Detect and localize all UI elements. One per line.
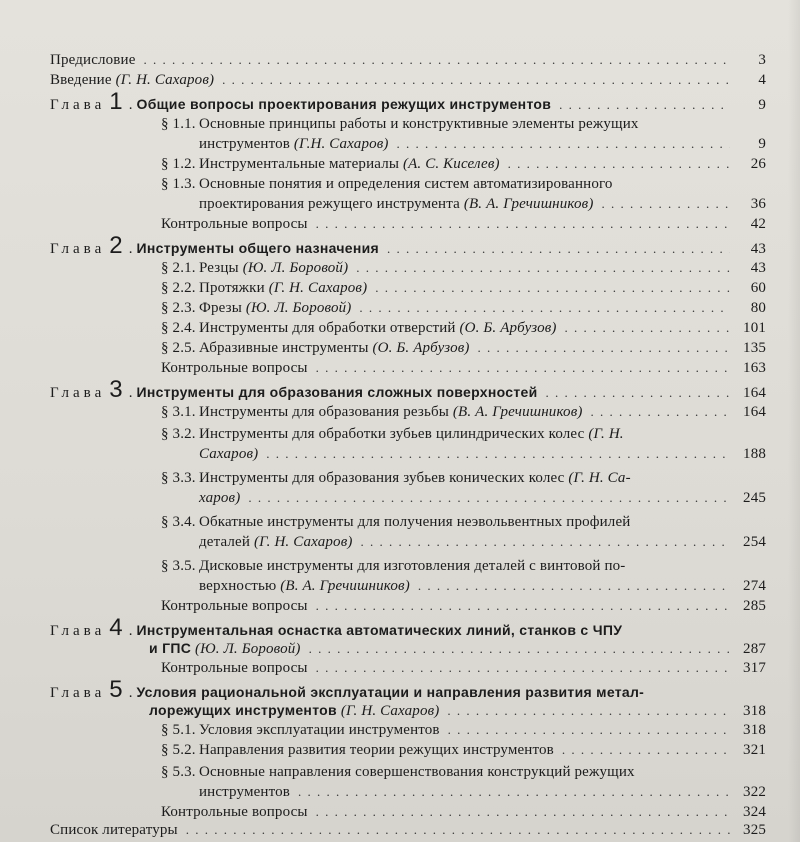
entry-author: (О. Б. Арбузов)	[372, 340, 470, 356]
toc-chapter-5[interactable]: Глава 5 . Условия рациональной эксплуатации и направления развития метал-	[50, 676, 645, 703]
leader-dots	[316, 802, 730, 822]
toc-chapter-4[interactable]: Глава 4 . Инструментальная оснастка автоматических линий, станков с ЧПУ	[50, 614, 623, 641]
section-number: § 1.2.	[161, 156, 196, 172]
toc-section-2-5[interactable]	[161, 338, 766, 358]
entry-title: Обкатные инструменты для получения неэвольвентных профилей	[199, 514, 631, 530]
page-number: 9	[758, 97, 766, 113]
section-number: § 3.1.	[161, 404, 196, 420]
leader-dots	[565, 318, 730, 338]
entry-author: (В. А. Гречишников)	[280, 578, 410, 594]
leader-dots	[448, 720, 730, 740]
leader-dots	[248, 488, 730, 508]
entry-author: (Г. Н. Сахаров)	[340, 703, 440, 719]
entry-author: (А. С. Киселев)	[402, 156, 500, 172]
entry-author: (Ю. Л. Боровой)	[195, 641, 301, 657]
page-number: 3	[758, 52, 766, 68]
page-number: 188	[743, 446, 766, 462]
page-number: 317	[743, 660, 766, 676]
chapter-number: 2	[109, 232, 123, 259]
leader-dots	[447, 701, 730, 721]
page-number: 4	[758, 72, 766, 88]
entry-author: (В. А. Гречишников)	[452, 404, 583, 420]
toc-section-3-5-cont[interactable]	[161, 576, 766, 596]
page-number: 26	[750, 156, 766, 172]
leader-dots	[387, 239, 730, 259]
entry-title: Контрольные вопросы	[161, 360, 308, 376]
leader-dots	[316, 658, 730, 678]
leader-dots	[546, 383, 730, 403]
section-number: § 1.1.	[161, 116, 196, 132]
entry-title: Резцы	[199, 260, 239, 276]
leader-dots	[309, 639, 730, 659]
entry-author: харов)	[199, 490, 241, 506]
page-number: 285	[743, 598, 766, 614]
entry-title: Абразивные инструменты	[199, 340, 369, 356]
chapter-number: 5	[109, 676, 123, 703]
page-number: 318	[743, 703, 766, 719]
page-number: 101	[743, 320, 766, 336]
entry-author: Сахаров)	[199, 446, 259, 462]
entry-title: Инструменты для обработки отверстий	[199, 320, 456, 336]
page-number: 325	[743, 822, 766, 838]
toc-section-3-3[interactable]	[161, 468, 766, 488]
section-number: § 5.1.	[161, 722, 196, 738]
leader-dots	[144, 50, 730, 70]
chapter-number: 4	[109, 614, 123, 641]
leader-dots	[361, 532, 730, 552]
entry-title: Предисловие	[50, 52, 136, 68]
toc-section-1-2[interactable]	[161, 154, 766, 174]
leader-dots	[266, 444, 730, 464]
chapter-title: Инструменты для образования сложных поверхностей	[136, 384, 538, 400]
toc-entry-references[interactable]	[50, 820, 766, 840]
entry-title: верхностью	[199, 578, 277, 594]
leader-dots	[562, 740, 730, 760]
entry-author: (В. А. Гречишников)	[463, 196, 594, 212]
page-number: 9	[758, 136, 766, 152]
entry-author: (Ю. Л. Боровой)	[242, 260, 349, 276]
toc-section-2-2[interactable]	[161, 278, 766, 298]
chapter-number: 3	[109, 376, 123, 403]
toc-review-questions-1[interactable]	[161, 214, 766, 234]
entry-author: (Г.Н. Сахаров)	[293, 136, 389, 152]
section-number: § 5.3.	[161, 764, 196, 780]
chapter-title: Условия рациональной эксплуатации и направления развития метал-	[136, 684, 645, 700]
page-number: 135	[743, 340, 766, 356]
entry-title: Контрольные вопросы	[161, 660, 308, 676]
page-number: 43	[750, 241, 766, 257]
entry-author: (Г. Н. Са-	[568, 470, 631, 486]
entry-title: Введение	[50, 72, 112, 88]
page-number: 324	[743, 804, 766, 820]
entry-title: Основные понятия и определения систем автоматизированного	[199, 176, 613, 192]
chapter-word: Глава	[50, 241, 106, 257]
entry-title: Условия эксплуатации инструментов	[199, 722, 440, 738]
leader-dots	[418, 576, 730, 596]
chapter-word: Глава	[50, 623, 106, 639]
toc-section-3-2-cont[interactable]	[161, 444, 766, 464]
page-number: 80	[750, 300, 766, 316]
toc-section-3-5[interactable]	[161, 556, 766, 576]
chapter-title: лорежущих инструментов	[149, 702, 337, 718]
entry-title: Инструменты для обработки зубьев цилиндрических колес	[199, 426, 585, 442]
leader-dots	[316, 358, 730, 378]
entry-title: Направления развития теории режущих инструментов	[199, 742, 554, 758]
entry-author: (Г. Н. Сахаров)	[268, 280, 368, 296]
leader-dots	[559, 95, 730, 115]
chapter-title: Инструменты общего назначения	[136, 240, 379, 256]
toc-section-2-1[interactable]	[161, 258, 766, 278]
leader-dots	[508, 154, 730, 174]
entry-author: (Г. Н.	[588, 426, 624, 442]
page-number: 164	[743, 385, 766, 401]
section-number: § 1.3.	[161, 176, 196, 192]
toc-section-1-1-cont[interactable]	[161, 134, 766, 154]
entry-title: Основные принципы работы и конструктивные элементы режущих	[199, 116, 639, 132]
section-number: § 2.1.	[161, 260, 196, 276]
toc-chapter-3[interactable]: Глава 3 . Инструменты для образования сложных поверхностей . . . 164	[50, 380, 766, 400]
toc-section-3-4[interactable]	[161, 512, 766, 532]
toc-section-1-3[interactable]	[161, 174, 766, 194]
entry-title: инструментов	[199, 784, 290, 800]
toc-section-5-3[interactable]	[161, 762, 766, 782]
leader-dots	[356, 258, 730, 278]
entry-author: (Ю. Л. Боровой)	[245, 300, 352, 316]
toc-section-3-3-cont[interactable]	[161, 488, 766, 508]
section-number: § 5.2.	[161, 742, 196, 758]
page-edge-shadow	[788, 0, 800, 842]
page-number: 318	[743, 722, 766, 738]
toc-section-3-2[interactable]	[161, 424, 766, 444]
toc-review-questions-2[interactable]	[161, 358, 766, 378]
toc-section-3-4-cont[interactable]	[161, 532, 766, 552]
toc-review-questions-3[interactable]	[161, 596, 766, 616]
toc-chapter-5-cont[interactable]	[50, 700, 766, 720]
section-number: § 2.5.	[161, 340, 196, 356]
page-number: 36	[750, 196, 766, 212]
toc-review-questions-5[interactable]	[161, 802, 766, 822]
entry-title: деталей	[199, 534, 251, 550]
toc-entry-preface[interactable]	[50, 50, 766, 70]
leader-dots	[316, 214, 730, 234]
entry-title: Инструменты для образования зубьев конических колес	[199, 470, 565, 486]
entry-title: Основные направления совершенствования конструкций режущих	[199, 764, 635, 780]
toc-section-5-2[interactable]	[161, 740, 766, 760]
page-number: 43	[750, 260, 766, 276]
page-number: 321	[743, 742, 766, 758]
entry-title: Список литературы	[50, 822, 178, 838]
chapter-word: Глава	[50, 97, 106, 113]
entry-title: Фрезы	[199, 300, 242, 316]
page-number: 274	[743, 578, 766, 594]
toc-section-5-1[interactable]	[161, 720, 766, 740]
chapter-word: Глава	[50, 685, 106, 701]
chapter-title: и ГПС	[149, 640, 192, 656]
chapter-word: Глава	[50, 385, 106, 401]
page-number: 254	[743, 534, 766, 550]
page-number: 287	[743, 641, 766, 657]
leader-dots	[316, 596, 730, 616]
page-number: 42	[750, 216, 766, 232]
toc-chapter-1[interactable]: Глава 1 . Общие вопросы проектирования режущих инструментов . . . 9	[50, 92, 766, 112]
toc-entry-introduction[interactable]	[50, 70, 766, 90]
entry-title: инструментов	[199, 136, 290, 152]
entry-author: (Г. Н. Сахаров)	[115, 72, 215, 88]
section-number: § 3.3.	[161, 470, 196, 486]
toc-section-5-3-cont[interactable]	[161, 782, 766, 802]
section-number: § 3.4.	[161, 514, 196, 530]
toc-section-3-1[interactable]	[161, 402, 766, 422]
toc-section-2-3[interactable]	[161, 298, 766, 318]
toc-section-2-4[interactable]	[161, 318, 766, 338]
page-number: 245	[743, 490, 766, 506]
toc-review-questions-4[interactable]	[161, 658, 766, 678]
leader-dots	[298, 782, 730, 802]
toc-chapter-4-cont[interactable]	[50, 638, 766, 658]
page-number: 60	[750, 280, 766, 296]
leader-dots	[359, 298, 730, 318]
entry-title: Протяжки	[199, 280, 265, 296]
entry-title: Инструментальные материалы	[199, 156, 400, 172]
chapter-title: Инструментальная оснастка автоматических линий, станков с ЧПУ	[136, 622, 623, 638]
section-number: § 3.5.	[161, 558, 196, 574]
toc-section-1-3-cont[interactable]	[161, 194, 766, 214]
leader-dots	[591, 402, 730, 422]
page-number: 164	[743, 404, 766, 420]
entry-title: Контрольные вопросы	[161, 598, 308, 614]
leader-dots	[222, 70, 730, 90]
entry-author: (О. Б. Арбузов)	[459, 320, 557, 336]
section-number: § 2.4.	[161, 320, 196, 336]
section-number: § 2.2.	[161, 280, 196, 296]
leader-dots	[478, 338, 730, 358]
leader-dots	[601, 194, 730, 214]
entry-author: (Г. Н. Сахаров)	[253, 534, 353, 550]
toc-section-1-1[interactable]	[161, 114, 766, 134]
page-number: 322	[743, 784, 766, 800]
leader-dots	[186, 820, 730, 840]
leader-dots	[375, 278, 730, 298]
section-number: § 3.2.	[161, 426, 196, 442]
page-number: 163	[743, 360, 766, 376]
entry-title: Контрольные вопросы	[161, 216, 308, 232]
toc-chapter-2[interactable]: Глава 2 . Инструменты общего назначения . . . 43	[50, 236, 766, 256]
entry-title: проектирования режущего инструмента	[199, 196, 460, 212]
leader-dots	[397, 134, 730, 154]
section-number: § 2.3.	[161, 300, 196, 316]
chapter-title: Общие вопросы проектирования режущих инструментов	[136, 96, 552, 112]
entry-title: Дисковые инструменты для изготовления деталей с винтовой по-	[199, 558, 626, 574]
chapter-number: 1	[109, 88, 123, 115]
entry-title: Контрольные вопросы	[161, 804, 308, 820]
entry-title: Инструменты для образования резьбы	[199, 404, 449, 420]
